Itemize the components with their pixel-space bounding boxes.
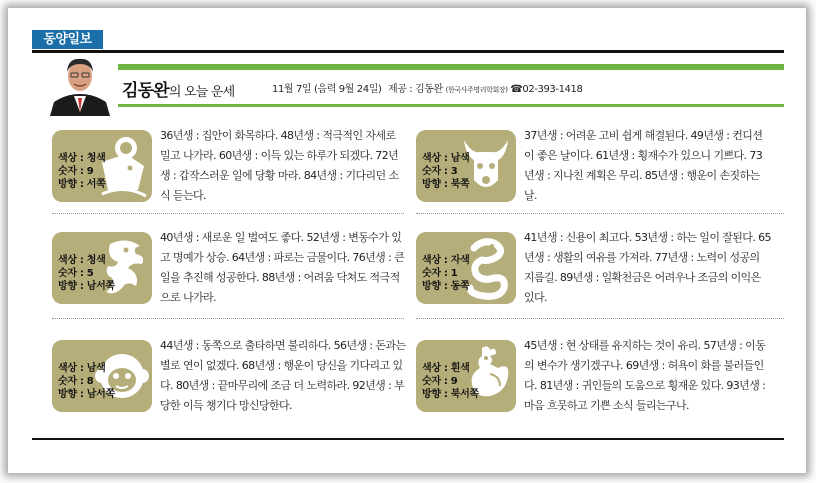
lucky-color: 색상 : 자색 <box>422 255 470 266</box>
fortune-text: 36년생 : 집안이 화목하다. 48년생 : 적극적인 자세로 밀고 나가라. 60년생 : 이득 있는 하루가 되겠다. 72년생 : 갑작스러운 일에 당황 마라. 84년생 : 기다리던 소식 듣는다. <box>160 129 399 202</box>
fortune-text: 41년생 : 신용이 최고다. 53년생 : 하는 일이 잘된다. 65년생 : 생활의 여유를 가져라. 77년생 : 노력이 성공의 지름길. 89년생 : 일확천금은 어려우나 조금의 이익은 있다. <box>524 231 771 304</box>
header-accent-bar <box>118 64 784 70</box>
zodiac-info <box>58 152 106 191</box>
zodiac-info <box>58 362 115 401</box>
lucky-number: 숫자 : 9 <box>58 166 94 177</box>
lucky-direction: 방향 : 남서쪽 <box>58 389 115 400</box>
lucky-direction: 방향 : 동쪽 <box>422 281 470 292</box>
credit-prefix: 제공 : 김동완 <box>388 84 443 95</box>
fortune-card-ox <box>416 126 768 206</box>
fortune-card-dragon <box>52 228 404 308</box>
lucky-number: 숫자 : 9 <box>422 376 458 387</box>
lucky-color: 색상 : 청색 <box>58 255 106 266</box>
header-accent-line <box>118 104 784 107</box>
lucky-number: 숫자 : 3 <box>422 166 458 177</box>
fortune-card-snake <box>416 228 771 308</box>
credit-phone: ☎02-393-1418 <box>510 84 583 95</box>
lucky-number: 숫자 : 5 <box>58 268 94 279</box>
zodiac-info <box>58 254 115 293</box>
fortune-card-rat <box>52 126 404 206</box>
fortune-text: 44년생 : 동쪽으로 출타하면 불리하다. 56년생 : 돈과는 별로 연이 없겠다. 68년생 : 행운이 당신을 기다리고 있다. 80년생 : 끝마무리에 조금 더 노력하라. 92년생 : 부당한 이득 챙기다 망신당한다. <box>160 339 406 412</box>
fortune-card-rooster <box>416 336 768 416</box>
row-divider <box>52 213 404 214</box>
lucky-direction: 방향 : 북쪽 <box>422 179 470 190</box>
brand-logo: 동양일보 <box>32 30 103 49</box>
credit-line <box>388 80 582 95</box>
footer-rule <box>32 438 784 440</box>
lucky-color: 색상 : 남색 <box>422 153 470 164</box>
lucky-direction: 방향 : 서쪽 <box>58 179 106 190</box>
date-label: 11월 7일 (음력 9월 24일) <box>272 84 382 95</box>
fortune-text: 45년생 : 현 상태를 유지하는 것이 유리. 57년생 : 이동의 변수가 생기겠구나. 69년생 : 허욕이 화를 불러들인다. 81년생 : 귀인들의 도움으로 횡재운 있다. 93년생 : 마음 흐뭇하고 기쁜 소식 들리는구나. <box>524 339 766 412</box>
fortune-text: 40년생 : 새로운 일 벌여도 좋다. 52년생 : 변동수가 있고 명예가 상승. 64년생 : 파로는 금물이다. 76년생 : 큰 일을 추진해 성공한다. 88년생 : 어려움 닥쳐도 적극적으로 나가라. <box>160 231 405 304</box>
header-rule <box>32 50 784 53</box>
row-divider <box>52 318 404 319</box>
row-divider <box>416 213 784 214</box>
lucky-direction: 방향 : 북서쪽 <box>422 389 479 400</box>
zodiac-info <box>422 152 470 191</box>
zodiac-info <box>422 254 470 293</box>
lucky-number: 숫자 : 8 <box>58 376 94 387</box>
lucky-number: 숫자 : 1 <box>422 268 458 279</box>
lucky-color: 색상 : 흰색 <box>422 363 470 374</box>
lucky-color: 색상 : 청색 <box>58 153 106 164</box>
fortune-text: 37년생 : 어려운 고비 쉽게 해결된다. 49년생 : 컨디션이 좋은 날이다. 61년생 : 횡재수가 있으니 기쁘다. 73년생 : 지나친 계획은 무리. 85년생 : 행운이 손짓하는 날. <box>524 129 763 202</box>
title-suffix: 의 오늘 운세 <box>168 85 235 100</box>
zodiac-info <box>422 362 479 401</box>
fortune-card-monkey <box>52 336 404 416</box>
author-photo <box>46 54 114 116</box>
lucky-color: 색상 : 남색 <box>58 363 106 374</box>
lucky-direction: 방향 : 남서쪽 <box>58 281 115 292</box>
row-divider <box>416 318 784 319</box>
author-name: 김동완 <box>122 81 169 101</box>
page-title <box>122 76 234 101</box>
credit-org: (한국사주명리학회장) <box>445 86 508 94</box>
